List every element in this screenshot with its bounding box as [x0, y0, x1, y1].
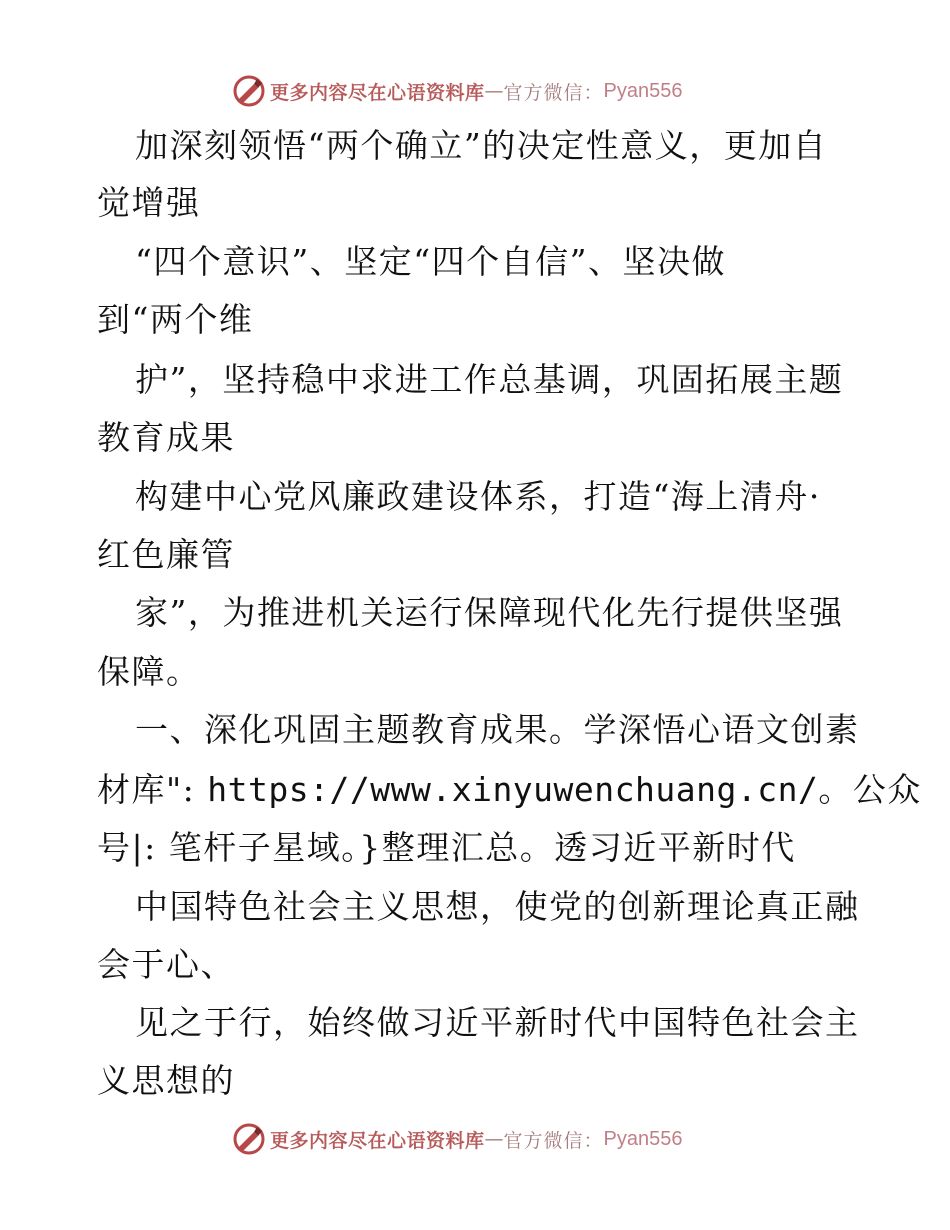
- body-line: 会于心、: [97, 945, 235, 984]
- body-line: 保障。: [97, 652, 201, 691]
- body-line: 构建中心党风廉政建设体系，打造“海上清舟·: [135, 477, 821, 516]
- body-line: 教育成果: [97, 418, 235, 457]
- body-line: 红色廉管: [97, 535, 235, 574]
- footer-watermark: [232, 1120, 683, 1158]
- url-line-suffix: 。公众: [818, 770, 922, 809]
- footer-wechat-id: Pyan556: [603, 1127, 683, 1150]
- header-wechat-id: Pyan556: [603, 79, 683, 102]
- body-line: 觉增强: [97, 183, 201, 222]
- source-url-link[interactable]: https://www.xinyuwenchuang.cn/: [207, 770, 819, 809]
- header-wechat-label: 官方微信：: [503, 81, 604, 104]
- body-line: 号|: 笔杆子星域。}整理汇总。透习近平新时代: [97, 828, 796, 867]
- body-line: 到“两个维: [97, 300, 254, 339]
- footer-brand: 更多内容尽在心语资料库: [270, 1129, 485, 1152]
- header-brand: 更多内容尽在心语资料库: [270, 81, 485, 104]
- pen-logo-icon: [232, 74, 266, 108]
- body-line: 见之于行，始终做习近平新时代中国特色社会主: [135, 1003, 860, 1042]
- body-line: 中国特色社会主义思想，使党的创新理论真正融: [135, 887, 860, 926]
- body-line: 家”，为推进机关运行保障现代化先行提供坚强: [135, 593, 844, 632]
- pen-logo-icon: [232, 1122, 266, 1156]
- body-line-url: [97, 770, 922, 810]
- body-line: 护”，坚持稳中求进工作总基调，巩固拓展主题: [135, 360, 844, 399]
- body-line: “四个意识”、坚定“四个自信”、坚决做: [135, 242, 726, 281]
- header-watermark: [232, 72, 683, 110]
- body-line: 义思想的: [97, 1061, 235, 1100]
- footer-separator: —: [484, 1128, 504, 1150]
- body-line: 一、深化巩固主题教育成果。学深悟心语文创素: [135, 710, 860, 749]
- header-separator: —: [484, 80, 504, 102]
- url-line-prefix: 材库":: [97, 770, 208, 809]
- body-line: 加深刻领悟“两个确立”的决定性意义，更加自: [135, 126, 828, 165]
- footer-wechat-label: 官方微信：: [503, 1129, 604, 1152]
